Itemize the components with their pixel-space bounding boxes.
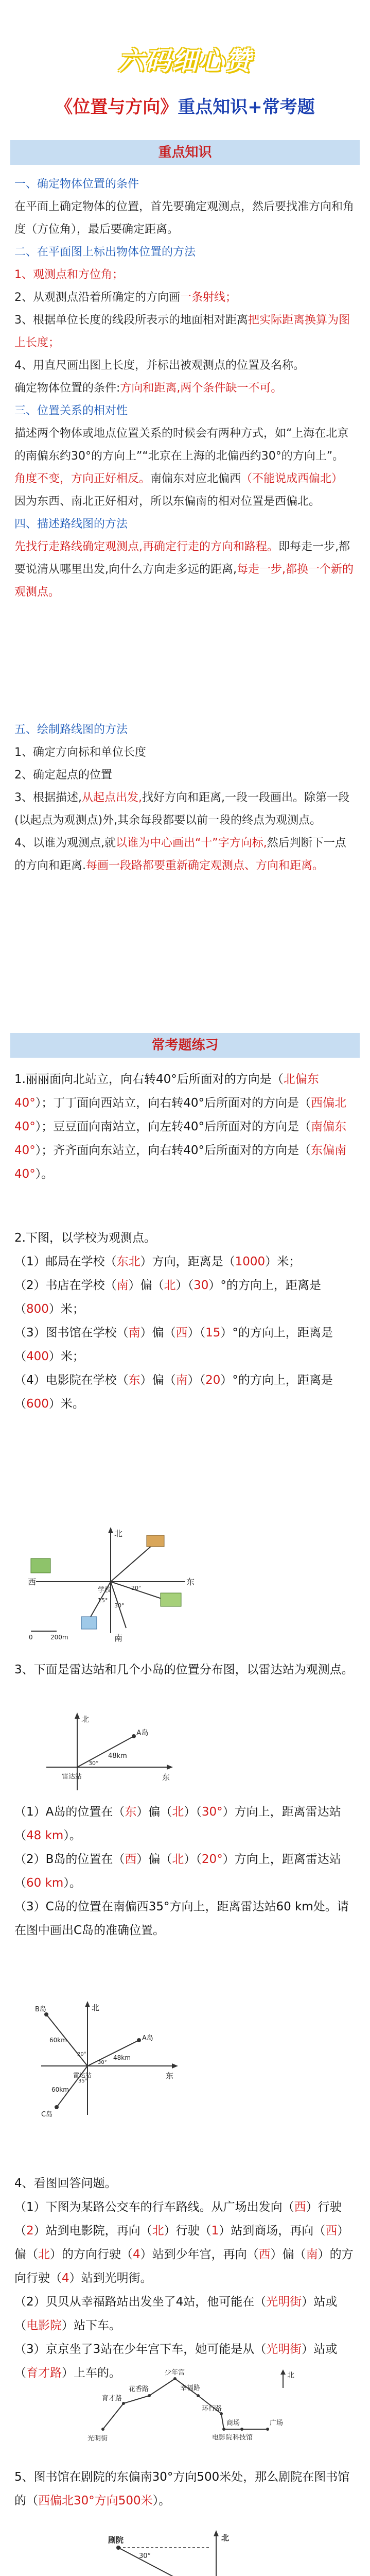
section-2-title: 二、在平面图上标出物体位置的方法 [14,246,196,259]
west-label: 西 [28,1577,37,1587]
text: ）行驶（ [164,2224,212,2238]
text: ）米； [265,1255,301,1268]
text: ）方向，距离是（ [140,1255,235,1268]
section-1-title: 一、确定物体位置的条件 [14,178,139,191]
stop-xingfu-road: 幸福路 [180,2384,201,2392]
text: ）偏（ [270,2248,306,2261]
text: （2）B岛的位置在（ [14,1853,125,1866]
stop-plaza: 广场 [270,2419,284,2427]
text: ）；豆豆面向南站立，向左转40°后所面对的方向是（ [35,1120,311,1133]
section-5-item-2: 2、确定起点的位置 [14,769,112,782]
text: ）米； [48,1350,84,1363]
stop-huanxing-road: 环行路 [202,2405,222,2413]
answer: 西 [258,2248,271,2261]
text: ）（ [187,1326,206,1340]
text: 找好方向和距离,一段一段画出。除第一段(以起点为观测点)外,其余每段都要以前一段的终点为观测点。 [14,791,349,827]
section-4-title: 四、描述路线图的方法 [14,518,128,531]
answer: 15 [205,1326,221,1340]
island-b-label: B岛 [35,2006,46,2013]
cinema-icon [161,1593,181,1606]
knowledge-body [14,173,354,604]
text: ）的方向行驶（ [14,2248,354,2285]
section-2-item-3 [14,309,354,354]
question-5-text [14,2465,357,2513]
stop-dot [173,2377,177,2380]
question-5 [14,2465,357,2513]
answer: 北偏东40° [14,1073,319,1110]
text: ）站到商场，再向（ [219,2224,326,2238]
north-arrow-icon [108,1527,113,1533]
answer: 西 [125,1853,137,1866]
answer: 光明街 [266,2295,302,2309]
text: ）偏（ [140,1326,176,1340]
text: ）站到光明街。 [69,2272,152,2285]
text: 1.丽丽面向北站立，向右转40°后所面对的方向是（ [14,1073,284,1086]
answer: 60 km [26,1876,64,1890]
text: ）偏（ [136,1805,172,1819]
section-5-item-4 [14,832,354,877]
text: ）偏（ [136,1853,172,1866]
text: ）。 [63,1829,81,1842]
answer: 2 [26,2224,34,2238]
text: ）（ [184,1853,202,1866]
answer: 北 [172,1853,184,1866]
highlight: 从起点出发, [82,791,142,804]
answer: 4 [62,2272,69,2285]
knowledge-section-bar: 重点知识 [10,140,360,165]
question-4-line-2 [14,2290,357,2337]
stop-dot [101,2428,104,2431]
highlight: 把实际距离换算为图上长度； [14,314,350,349]
answer: 南 [116,1279,129,1292]
answer: 30 [193,1279,209,1292]
radar-figure-1 [31,1710,175,1793]
section-3-text [14,422,354,490]
scale-label: 200m [50,1634,68,1641]
text: （2）贝贝从幸福路站出发坐了4站，他可能在（ [14,2295,267,2309]
highlight: 每走一步,都换一个新的观测点。 [14,563,354,599]
text: ）的方向行驶（ [50,2248,133,2261]
angle-30-label: 30° [98,2060,107,2065]
question-3-line-1 [14,1800,357,1848]
answer: 东 [125,1805,137,1819]
stop-dot [197,2394,200,2397]
brand-logo: 六码细心赞 [118,45,252,76]
text: ）；丁丁面向西站立，向右转40°后所面对的方向是（ [35,1096,311,1110]
scale-zero: 0 [29,1634,33,1641]
theater-dot [116,2546,120,2550]
east-label: 东 [166,2071,174,2080]
school-direction-figure [21,1525,196,1643]
answer: 20° [201,1853,223,1866]
text: ）偏（ [14,2224,349,2261]
question-3-line-3: （3）C岛的位置在南偏西35°方向上，距离雷达站60 km处。请在图中画出C岛的准确位置。 [14,1900,349,1937]
text: 3、根据单位长度的线段所表示的地面相对距离 [14,314,248,327]
answer: 48 km [26,1829,64,1842]
answer: 东 [128,1374,140,1387]
highlight: 以谁为中心画出“十”字方向标, [116,837,267,850]
question-2 [14,1226,357,1416]
text: ）站下车。 [62,2319,121,2332]
north-label: 北 [81,1715,90,1724]
answer: 西偏北30°方向500米 [38,2494,153,2507]
text: 2、从观测点沿着所确定的方向画 [14,291,180,304]
answer: 1000 [235,1255,266,1268]
text: ）。 [152,2494,171,2507]
text: （3）图书馆在学校（ [14,1326,129,1340]
text: （1）下图为某路公交车的行车路线。从广场出发向（ [14,2200,294,2214]
north-label: 北 [287,2371,294,2380]
island-a-label: A岛 [136,1729,149,1737]
answer: 西偏北40° [14,1096,347,1133]
angle-20-label: 20° [77,2052,86,2057]
question-3-line-2 [14,1848,357,1895]
text: ）行驶（ [14,2200,342,2238]
angle-35-label: 35° [78,2078,87,2084]
theater-library-figure [87,2527,252,2576]
east-label: 东 [186,1577,195,1587]
theater-label: 剧院 [108,2535,124,2545]
title-part-1: 《位置与方向》 [55,97,178,117]
direction-line [118,2548,216,2576]
text: ）站或（ [14,2343,338,2380]
section-1-text: 在平面上确定物体的位置，首先要确定观测点，然后要找准方向和角度（方位角），最后要确定距离。 [14,200,355,236]
highlight: 一条射线； [180,291,237,304]
stop-dot [266,2428,269,2431]
answer: 北 [164,1279,176,1292]
text: ）方向上，距离雷达站（ [14,1853,341,1890]
text: （1）邮局在学校（ [14,1255,117,1268]
north-arrow-icon [85,2001,90,2007]
stop-youth-palace: 少年宫 [165,2369,185,2377]
answer: 西 [325,2224,338,2238]
east-arrow-icon [172,2063,178,2069]
question-3-intro: 3、下面是雷达站和几个小岛的位置分布图，以雷达站为观测点。 [14,1663,354,1676]
text: ）°的方向上，距离是（ [14,1326,333,1363]
island-a-dot [137,2038,141,2042]
station-label: 雷达站 [73,2072,92,2079]
north-label: 北 [92,2003,100,2012]
island-a-distance: 48km [113,2054,131,2061]
text: ）站到少年宫，再向（ [140,2248,259,2261]
answer: 20 [205,1374,221,1387]
text: ）（ [184,1805,202,1819]
answer: 西 [294,2200,306,2214]
north-arrow-icon [280,2369,286,2375]
text: ）（ [187,1374,206,1387]
text: ）（ [175,1279,194,1292]
island-a-ray [87,2040,139,2066]
answer: 电影院 [26,2319,62,2332]
island-c-label: C岛 [41,2111,53,2119]
text: ）方向上，距离雷达站（ [14,1805,341,1842]
text: 即每走一步,都要说清从哪里出发,向什么方向走多远的距离, [14,540,350,576]
stop-guangming-street: 光明街 [87,2435,108,2443]
text: （3）京京坐了3站在少年宫下车，她可能是从（ [14,2343,267,2356]
text: ）。 [63,1876,81,1890]
island-c-distance: 60km [51,2086,69,2093]
north-label: 北 [221,2533,230,2543]
answer: 600 [26,1397,49,1411]
angle-label: 30° [89,1760,99,1767]
answer: 4 [133,2248,140,2261]
east-label: 东 [162,1773,170,1782]
south-label: 南 [114,1633,123,1643]
highlight: 先找行走路线确定观测点,再确定行走的方向和路程。 [14,540,278,553]
text: 然后判断下一点的方向和距离. [14,837,346,872]
text: （1）A岛的位置在（ [14,1805,125,1819]
answer: 30° [201,1805,223,1819]
answer: 南偏东40° [14,1120,347,1157]
text: ）站到电影院，再向（ [33,2224,152,2238]
post-office-icon [147,1535,164,1547]
text: ）°的方向上，距离是（ [14,1374,333,1411]
text: 描述两个物体或地点位置关系的时候会有两种方式，如“上海在北京的南偏东约30°的方向上”“北京在上海的北偏西约30°的方向上”。 [14,427,349,463]
angle-15-label: 15° [98,1597,108,1604]
text: ）米； [48,1302,84,1316]
stop-mall: 商场 [226,2419,240,2427]
exercise-section-bar: 常考题练习 [10,1033,360,1058]
question-4-line-1 [14,2195,357,2290]
highlight: 每画一段路都要重新确定观测点、方向和距离。 [86,859,324,872]
stop-yucai-road: 育才路 [102,2395,122,2402]
text: ）偏（ [128,1279,164,1292]
distance-label: 48km [108,1752,127,1760]
answer: 北 [172,1805,184,1819]
stop-huaxiang-road: 花香路 [129,2385,149,2393]
north-label: 北 [114,1529,123,1538]
building-icon [31,1558,50,1573]
text: 4、以谁为观测点,就 [14,837,116,850]
answer: 光明街 [266,2343,302,2356]
answer: 南 [128,1326,140,1340]
island-c-dot [55,2105,59,2109]
text: （4）电影院在学校（ [14,1374,129,1387]
stop-dot [148,2394,151,2397]
radar-figure-2 [31,1999,185,2123]
section-5-title: 五、绘制路线图的方法 [14,723,128,736]
answer: 北 [38,2248,50,2261]
answer: 800 [26,1302,49,1316]
stop-science-museum: 科技馆 [233,2434,253,2442]
angle-label: 30° [139,2552,151,2560]
knowledge-body-2 [14,719,354,877]
section-5-item-1: 1、确定方向标和单位长度 [14,746,146,759]
text: 3、根据描述, [14,791,82,804]
section-2-item-5 [14,377,354,400]
question-2-line-1 [14,1250,357,1274]
question-1 [14,1067,357,1186]
text: ）°的方向上，距离是（ [14,1279,321,1316]
title-part-2: 重点知识+常考题 [178,97,315,117]
stop-dot [222,2428,225,2431]
island-a-label: A岛 [142,2035,153,2042]
north-arrow-icon [75,1713,80,1719]
north-arrow-icon [214,2530,219,2536]
island-a-dot [132,1734,136,1738]
text: ）站或（ [14,2295,338,2332]
question-3-intro-block [14,1658,357,1682]
answer: 南 [306,2248,318,2261]
island-b-distance: 60km [49,2037,67,2044]
highlight: 角度不变，方向正好相反。 [14,472,151,485]
text: ）；齐齐面向东站立，向右转40°后所面对的方向是（ [35,1144,311,1157]
angle-20-label: 20° [131,1585,142,1591]
section-3-title: 三、位置关系的相对性 [14,404,128,417]
question-4-intro: 4、看图回答问题。 [14,2177,117,2190]
section-2-item-4: 4、用直尺画出图上长度，并标出被观测点的位置及名称。 [14,359,305,372]
page-title [0,93,370,118]
station-label: 雷达站 [62,1773,82,1781]
answer: 1 [211,2224,219,2238]
question-4 [14,2172,357,2385]
angle-30-label: 30° [114,1602,125,1609]
highlight: （不能说成西偏北） [241,472,343,485]
text: ）。 [35,1167,54,1181]
island-a-ray [77,1736,134,1767]
question-2-line-2 [14,1274,357,1321]
library-icon [81,1617,97,1629]
answer: 东偏南40° [14,1144,347,1181]
answer: 南 [175,1374,188,1387]
text: ）偏（ [140,1374,176,1387]
section-5-item-3 [14,787,354,832]
question-2-line-4 [14,1368,357,1416]
question-2-intro: 2.下图，以学校为观测点。 [14,1231,156,1245]
text: ）米。 [48,1397,84,1411]
highlight: 方向和距离,两个条件缺一不可。 [120,382,283,395]
east-arrow-icon [167,1765,173,1770]
school-label: 学校 [98,1586,112,1594]
section-4-text [14,536,354,604]
answer: 北 [152,2224,164,2238]
question-3 [14,1800,357,1942]
text: ）上车的。 [62,2366,121,2380]
section-3-text-2: 因为东西、南北正好相对，所以东偏南的相对位置是西偏北。 [14,495,321,508]
text: 5、图书馆在剧院的东偏南30°方向500米处，那么剧院在图书馆的（ [14,2470,350,2507]
question-1-text [14,1067,357,1186]
answer: 西 [175,1326,188,1340]
bus-route-figure [72,2367,298,2450]
answer: 400 [26,1350,49,1363]
post-office-ray [111,1546,152,1582]
question-2-line-3 [14,1321,357,1368]
stop-cinema: 电影院 [212,2434,233,2442]
text: 南偏东对应北偏西 [150,472,241,485]
stop-dot [122,2402,125,2405]
stop-dot [240,2428,243,2431]
section-2-item-1: 1、观测点和方位角； [14,268,124,281]
text: （2）书店在学校（ [14,1279,117,1292]
answer: 东北 [116,1255,140,1268]
section-2-item-2 [14,286,354,309]
text: 确定物体位置的条件: [14,382,120,395]
answer: 育才路 [26,2366,62,2380]
